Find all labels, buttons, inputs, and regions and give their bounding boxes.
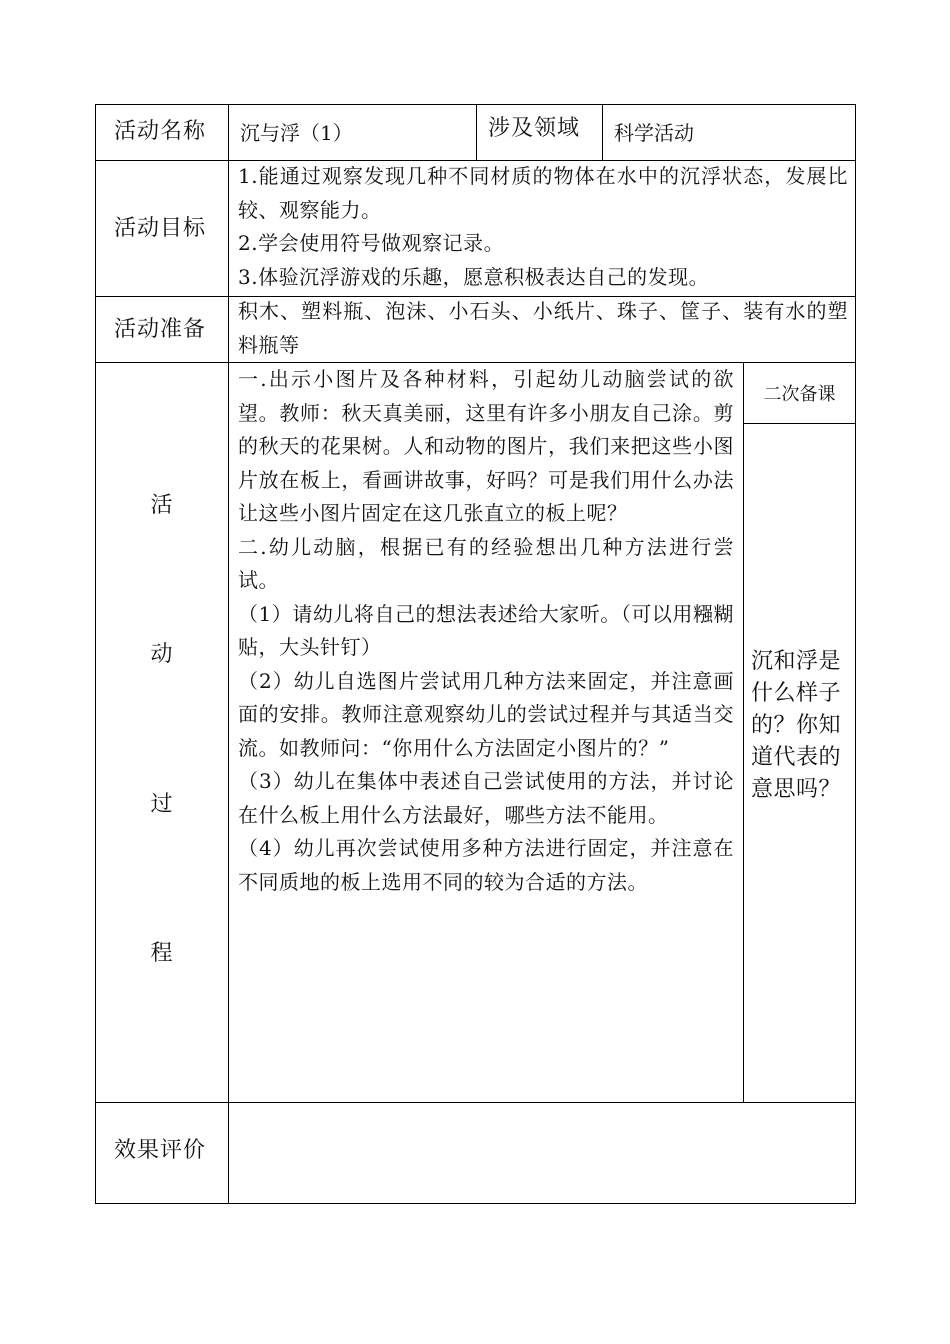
evaluation-label: 效果评价: [114, 1138, 207, 1163]
process-step: 一.出示小图片及各种材料，引起幼儿动脑尝试的欲望。教师：秋天真美丽，这里有许多小朋友自己涂。剪的秋天的花果树。人和动物的图片，我们来把这些小图片放在板上，看画讲故事，好吗？可是我们用什么办法让这些小图片固定在这几张直立的板上呢？: [238, 367, 734, 525]
goals-content: [238, 160, 848, 294]
process-step: （1）请幼儿将自己的想法表述给大家听。（可以用糨糊贴，大头针钉）: [238, 601, 734, 659]
prep-text: 积木、塑料瓶、泡沫、小石头、小纸片、珠子、筐子、装有水的塑料瓶等: [238, 299, 848, 357]
process-step: （3）幼儿在集体中表述自己尝试使用的方法，并讨论在什么板上用什么方法最好，哪些方法不能用。: [238, 769, 734, 827]
prep-content: [238, 295, 848, 362]
process-content: [238, 363, 734, 899]
goal-item: 1.能通过观察发现几种不同材质的物体在水中的沉浮状态，发展比较、观察能力。: [238, 164, 848, 222]
goal-item: 3.体验沉浮游戏的乐趣，愿意积极表达自己的发现。: [238, 264, 710, 289]
process-label-char: 过: [150, 792, 173, 817]
second-prep-label: 二次备课: [763, 384, 836, 405]
goals-label: 活动目标: [114, 216, 207, 241]
process-step: 二.幼儿动脑，根据已有的经验想出几种方法进行尝试。: [238, 534, 734, 592]
prep-label: 活动准备: [114, 317, 207, 342]
process-label-char: 动: [150, 642, 173, 667]
process-label-char: 程: [150, 941, 173, 966]
domain-label: 涉及领域: [488, 116, 581, 141]
process-label-char: 活: [150, 493, 173, 518]
process-step: （4）幼儿再次尝试使用多种方法进行固定，并注意在不同质地的板上选用不同的较为合适的方法。: [238, 836, 734, 894]
second-prep-content: 沉和浮是什么样子的？你知道代表的意思吗？: [751, 649, 842, 802]
activity-name-value: 沉与浮（1）: [240, 121, 353, 145]
process-step: （2）幼儿自选图片尝试用几种方法来固定，并注意画面的安排。教师注意观察幼儿的尝试过程并与其适当交流。如教师问：“你用什么方法固定小图片的？”: [238, 668, 734, 760]
goal-item: 2.学会使用符号做观察记录。: [238, 231, 505, 255]
activity-name-label: 活动名称: [114, 119, 207, 144]
domain-value: 科学活动: [614, 121, 694, 145]
